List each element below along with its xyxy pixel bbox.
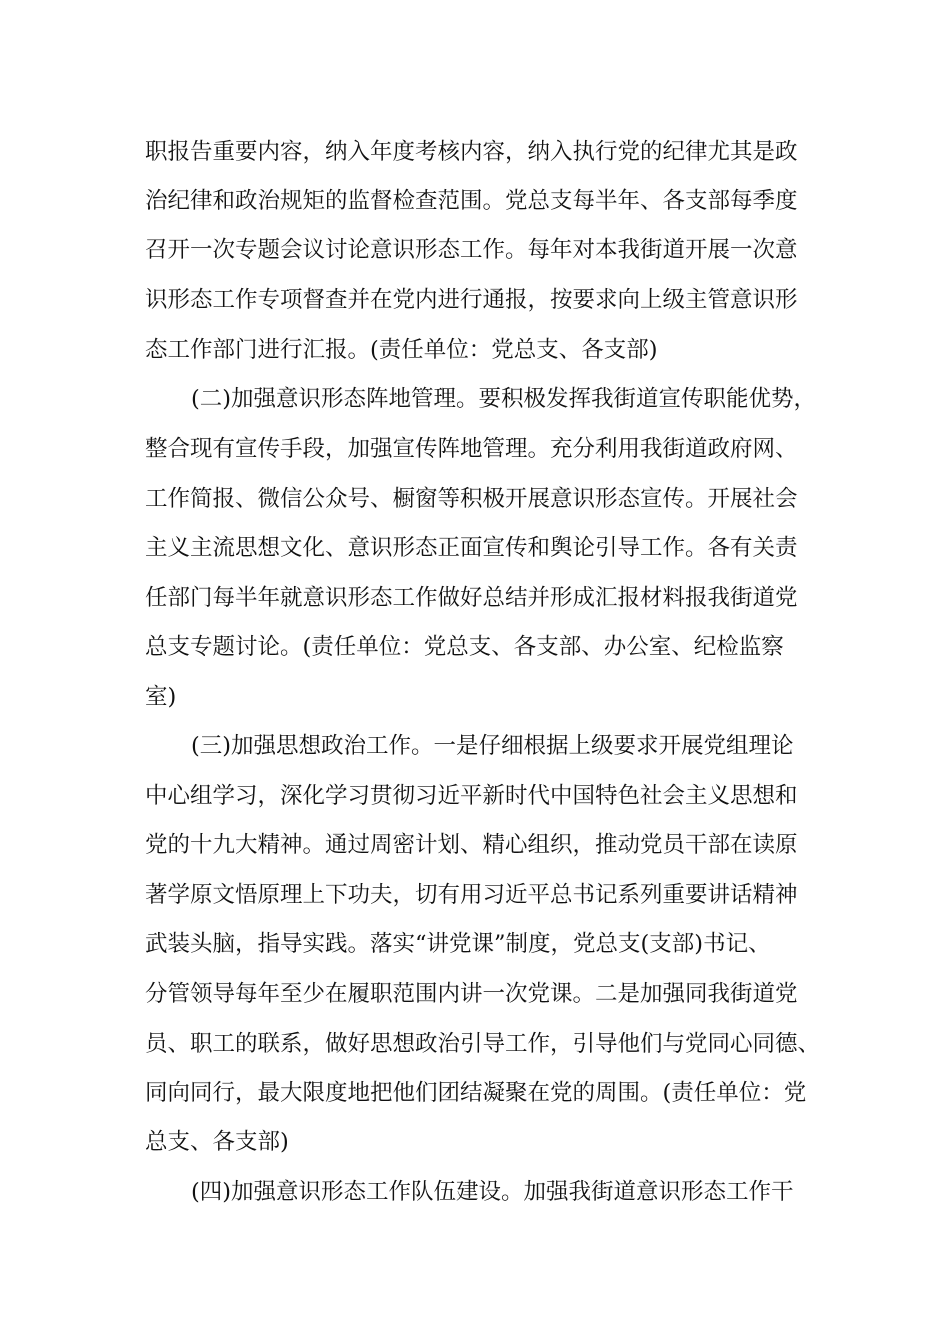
text-line: 武装头脑，指导实践。落实“讲党课”制度，党总支(支部)书记、 xyxy=(145,931,771,957)
paragraph-heading-3: (三)加强思想政治工作。一是仔细根据上级要求开展党组理论 xyxy=(191,733,794,759)
text-line: 总支专题讨论。(责任单位：党总支、各支部、办公室、纪检监察 xyxy=(145,634,784,660)
text-line: 分管领导每年至少在履职范围内讲一次党课。二是加强同我街道党 xyxy=(145,981,798,1007)
text-line: 治纪律和政治规矩的监督检查范围。党总支每半年、各支部每季度 xyxy=(145,188,798,214)
text-line: 识形态工作专项督查并在党内进行通报，按要求向上级主管意识形 xyxy=(145,287,798,313)
text-line: 党的十九大精神。通过周密计划、精心组织，推动党员干部在读原 xyxy=(145,832,798,858)
text-line: 员、职工的联系，做好思想政治引导工作，引导他们与党同心同德、 xyxy=(145,1031,821,1057)
text-line: 室) xyxy=(145,684,177,710)
text-line: 著学原文悟原理上下功夫，切有用习近平总书记系列重要讲话精神 xyxy=(145,882,798,908)
text-line: 工作简报、微信公众号、橱窗等积极开展意识形态宣传。开展社会 xyxy=(145,486,798,512)
text-line: 态工作部门进行汇报。(责任单位：党总支、各支部) xyxy=(145,337,658,363)
text-line: 任部门每半年就意识形态工作做好总结并形成汇报材料报我街道党 xyxy=(145,585,798,611)
text-line: 主义主流思想文化、意识形态正面宣传和舆论引导工作。各有关责 xyxy=(145,535,798,561)
text-line: 中心组学习，深化学习贯彻习近平新时代中国特色社会主义思想和 xyxy=(145,783,798,809)
text-line: 召开一次专题会议讨论意识形态工作。每年对本我街道开展一次意 xyxy=(145,237,798,263)
text-line: 整合现有宣传手段，加强宣传阵地管理。充分利用我街道政府网、 xyxy=(145,436,798,462)
text-line: 职报告重要内容，纳入年度考核内容，纳入执行党的纪律尤其是政 xyxy=(145,139,798,165)
text-line: 同向同行，最大限度地把他们团结凝聚在党的周围。(责任单位：党 xyxy=(145,1080,807,1106)
paragraph-heading-2: (二)加强意识形态阵地管理。要积极发挥我街道宣传职能优势， xyxy=(191,386,817,412)
text-line: 总支、各支部) xyxy=(145,1129,289,1155)
paragraph-heading-4: (四)加强意识形态工作队伍建设。加强我街道意识形态工作干 xyxy=(191,1179,794,1205)
